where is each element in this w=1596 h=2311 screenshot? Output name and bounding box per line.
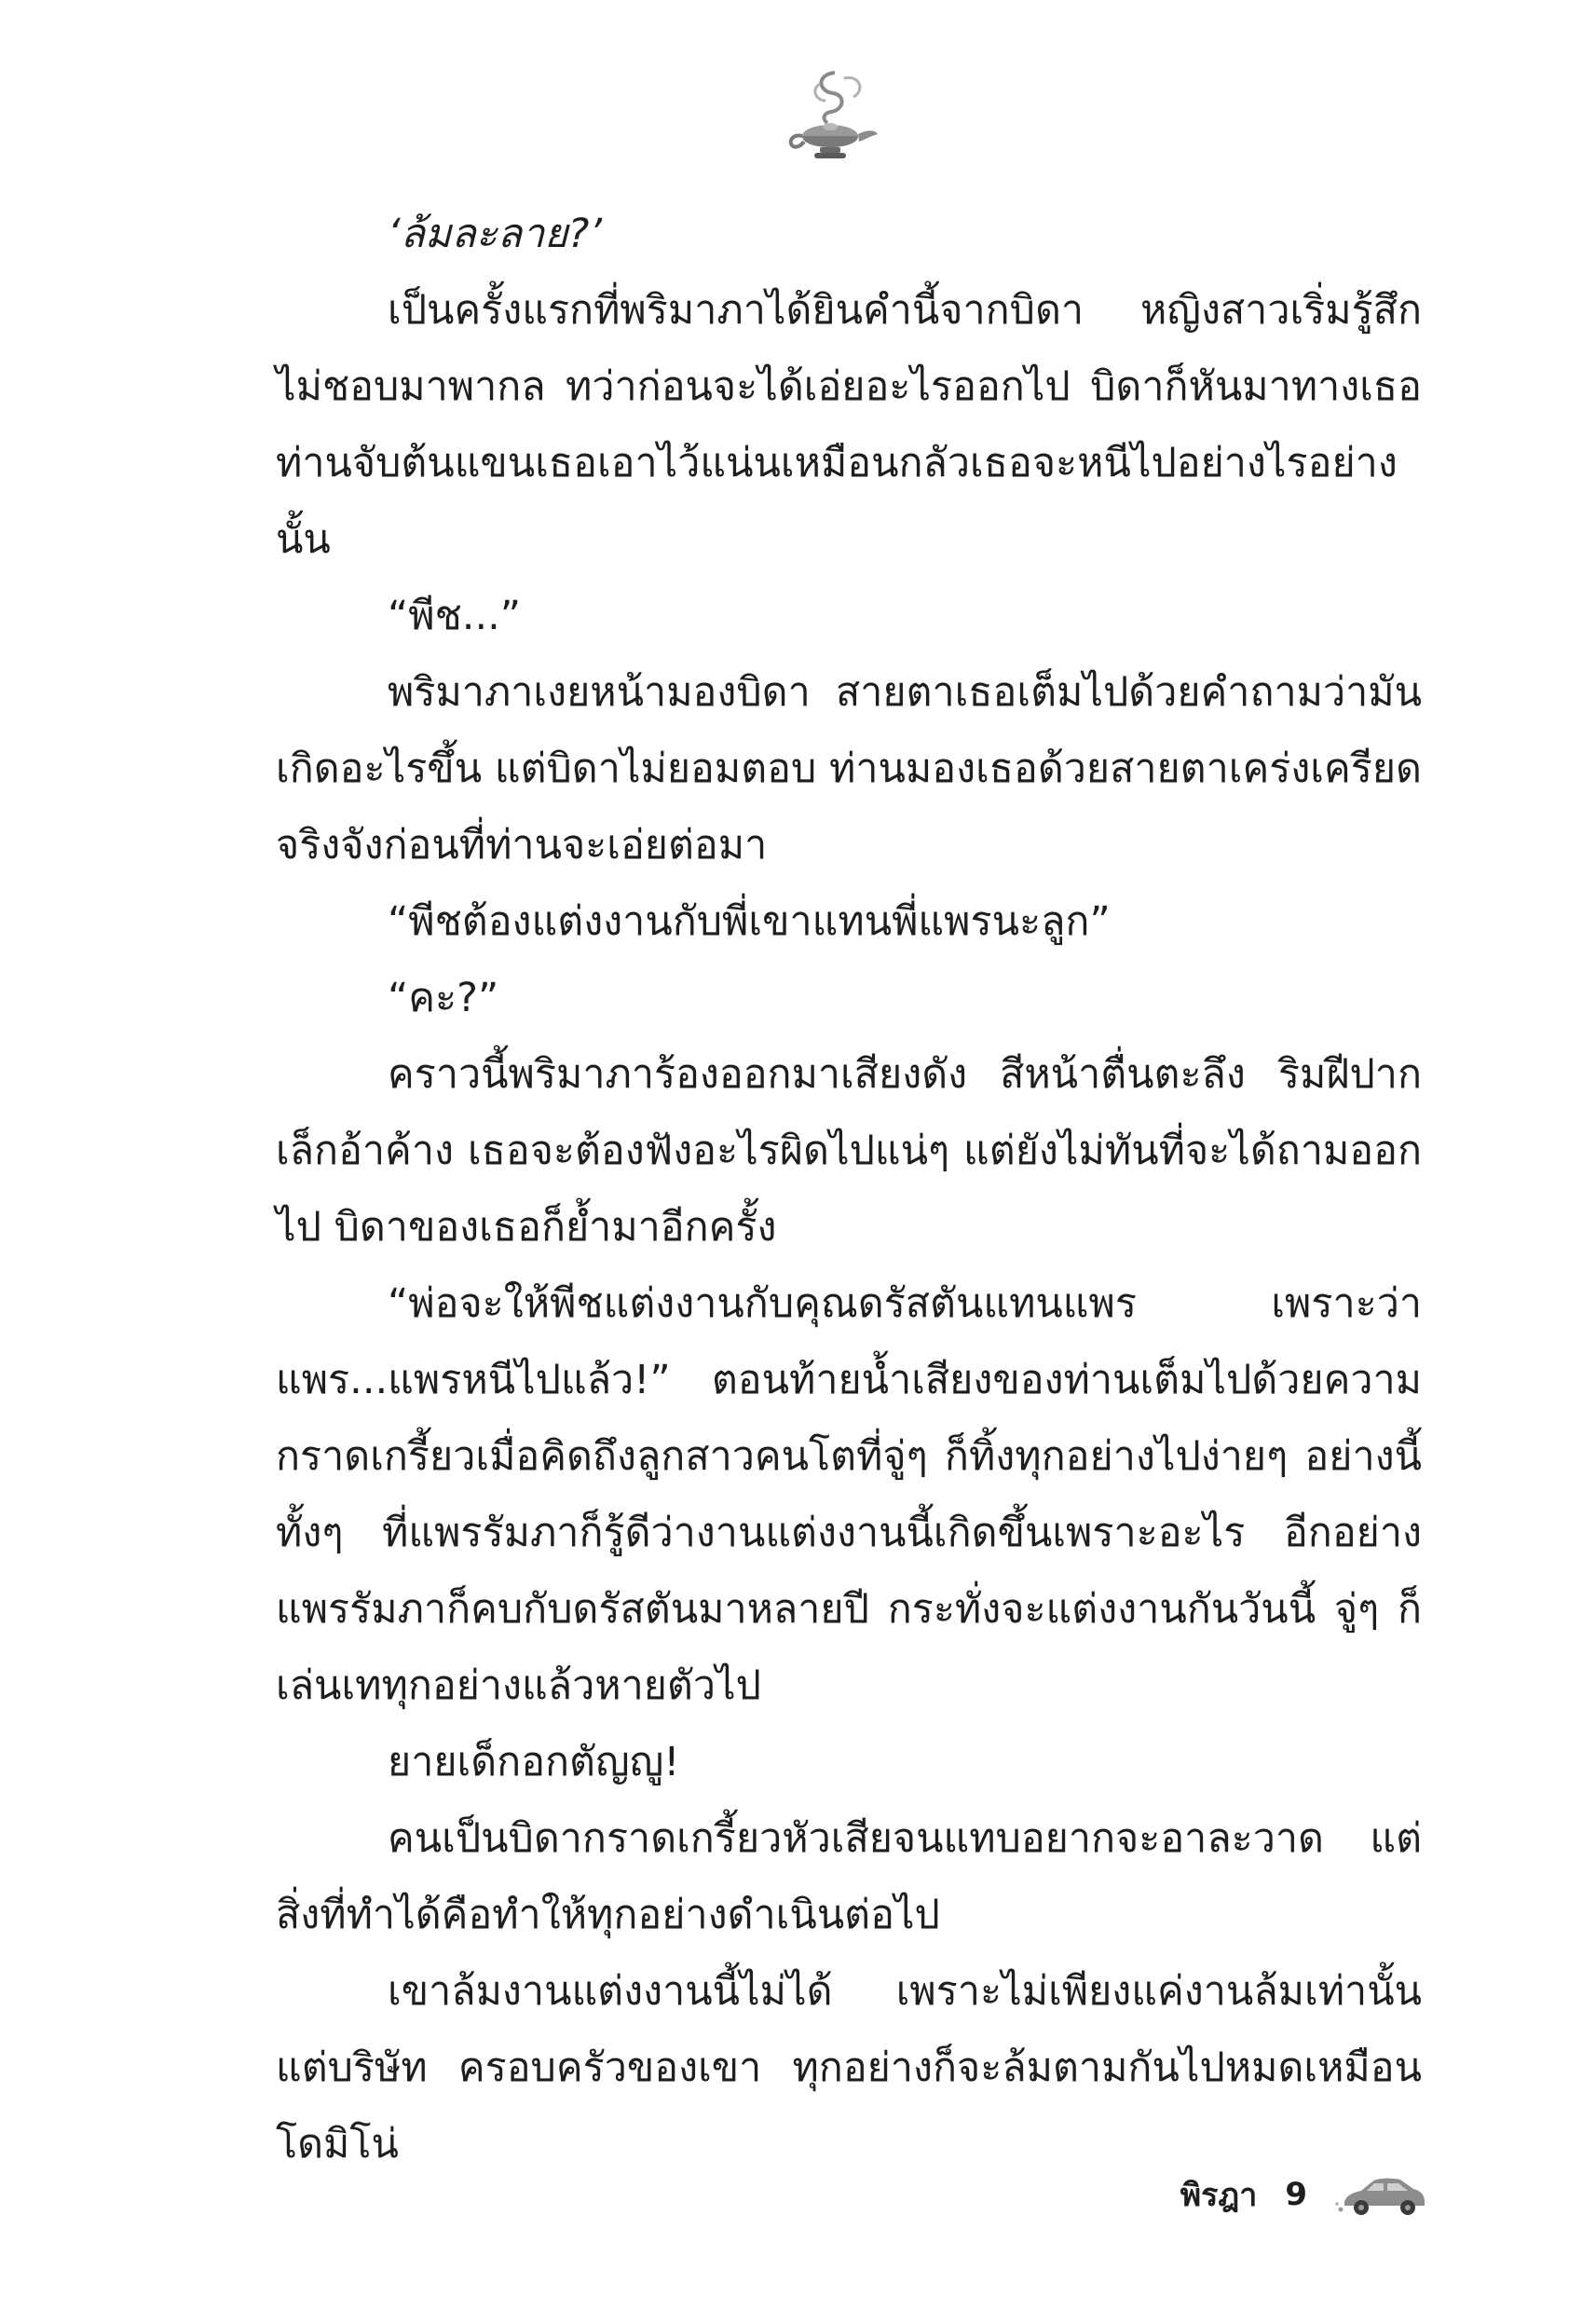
paragraph: “พ่อจะให้พีชแต่งงานกับคุณดรัสตันแทนแพร เพราะว่าแพร...แพรหนีไปแล้ว!” ตอนท้ายน้ำเสียงของท่านเต็มไปด้วยความกราดเกรี้ยวเมื่อคิดถึงลูกสาวคนโตที่จู่ๆ ก็ทิ้งทุกอย่างไปง่ายๆ อย่างนี้ ทั้งๆ ที่แพรรัมภาก็รู้ดีว่างานแต่งงานนี้เกิดขึ้นเพราะอะไร อีกอย่างแพรรัมภาก็คบกับดรัสตันมาหลายปี กระทั่งจะแต่งงานกันวันนี้ จู่ๆ ก็เล่นเททุกอย่างแล้วหายตัวไป (276, 1280, 1422, 1709)
paragraph: “พีช...” (388, 593, 522, 639)
paragraph: เขาล้มงานแต่งงานนี้ไม่ได้ เพราะไม่เพียงแค่งานล้มเท่านั้น แต่บริษัท ครอบครัวของเขา ทุกอย่างก็จะล้มตามกันไปหมดเหมือนโดมิโน่ (276, 1968, 1422, 2167)
body-text (276, 196, 1422, 2182)
paragraph: พริมาภาเงยหน้ามองบิดา สายตาเธอเต็มไปด้วยคำถามว่ามันเกิดอะไรขึ้น แต่บิดาไม่ยอมตอบ ท่านมองเธอด้วยสายตาเคร่งเครียดจริงจังก่อนที่ท่านจะเอ่ยต่อมา (276, 669, 1422, 868)
paragraph: เป็นครั้งแรกที่พริมาภาได้ยินคำนี้จากบิดา หญิงสาวเริ่มรู้สึกไม่ชอบมาพากล ทว่าก่อนจะได้เอ่ยอะไรออกไป บิดาก็หันมาทางเธอ ท่านจับต้นแขนเธอเอาไว้แน่นเหมือนกลัวเธอจะหนีไปอย่างไรอย่างนั้น (276, 287, 1422, 563)
paragraph: “คะ?” (388, 975, 499, 1021)
paragraph: ยายเด็กอกตัญญู! (388, 1739, 680, 1785)
page-number: 9 (1285, 2176, 1307, 2213)
page-footer (1180, 2162, 1428, 2227)
genie-lamp-icon (779, 65, 881, 168)
running-title: พิรฎา (1180, 2177, 1258, 2214)
paragraph: คราวนี้พริมาภาร้องออกมาเสียงดัง สีหน้าตื่นตะลึง ริมฝีปากเล็กอ้าค้าง เธอจะต้องฟังอะไรผิดไปแน่ๆ แต่ยังไม่ทันที่จะได้ถามออกไป บิดาของเธอก็ย้ำมาอีกครั้ง (276, 1051, 1422, 1251)
paragraph: “พีชต้องแต่งงานกับพี่เขาแทนพี่แพรนะลูก” (388, 898, 1111, 945)
paragraph: คนเป็นบิดากราดเกรี้ยวหัวเสียจนแทบอยากจะอาละวาด แต่สิ่งที่ทำได้คือทำให้ทุกอย่างดำเนินต่อไป (276, 1815, 1422, 1938)
car-icon (1335, 2168, 1428, 2221)
paragraph: ‘ล้มละลาย?’ (388, 211, 602, 257)
